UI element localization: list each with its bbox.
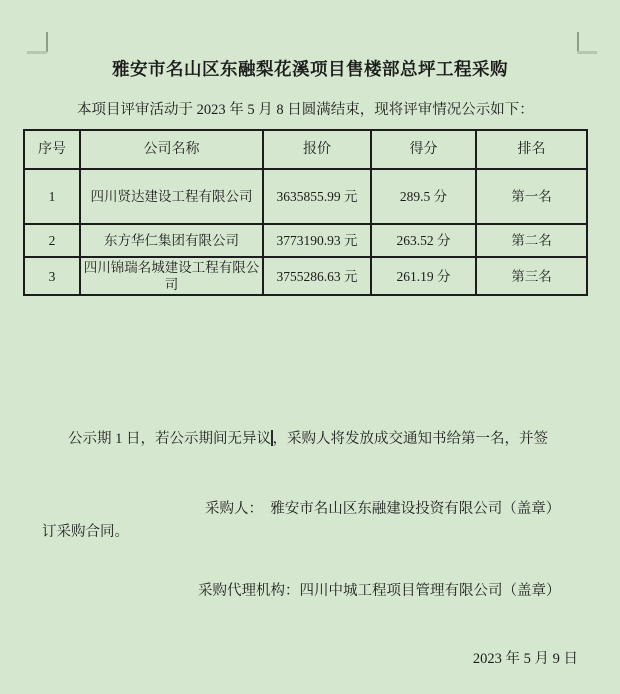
cell-quote[interactable]: 3773190.93 元 bbox=[263, 224, 371, 257]
cell-score[interactable]: 263.52 分 bbox=[371, 224, 476, 257]
header-score[interactable]: 得分 bbox=[371, 130, 476, 169]
cell-rank[interactable]: 第三名 bbox=[476, 257, 587, 295]
corner-mark-vertical bbox=[46, 32, 48, 52]
header-rank[interactable]: 排名 bbox=[476, 130, 587, 169]
document-title: 雅安市名山区东融梨花溪项目售楼部总坪工程采购 bbox=[112, 59, 508, 79]
notice-text-after-caret: ，采购人将发放成交通知书给第一名，并签 bbox=[272, 431, 548, 447]
cell-score[interactable]: 289.5 分 bbox=[371, 169, 476, 224]
evaluation-results-table bbox=[23, 129, 588, 296]
notice-paragraph[interactable] bbox=[42, 362, 590, 610]
header-serial-number[interactable]: 序号 bbox=[24, 130, 80, 169]
table-header-row bbox=[24, 130, 587, 169]
cell-company-name[interactable]: 四川锦瑞名城建设工程有限公司 bbox=[80, 257, 263, 295]
header-company-name[interactable]: 公司名称 bbox=[80, 130, 263, 169]
corner-mark-horizontal bbox=[577, 51, 597, 54]
cell-quote[interactable]: 3635855.99 元 bbox=[263, 169, 371, 224]
notice-line-2[interactable]: 订采购合同。 bbox=[42, 524, 129, 540]
cell-serial-number[interactable]: 1 bbox=[24, 169, 80, 224]
cell-serial-number[interactable]: 2 bbox=[24, 224, 80, 257]
cell-rank[interactable]: 第二名 bbox=[476, 224, 587, 257]
cell-company-name[interactable]: 四川贤达建设工程有限公司 bbox=[80, 169, 263, 224]
purchaser-signature-line[interactable]: 采购人： 雅安市名山区东融建设投资有限公司（盖章） bbox=[205, 501, 561, 517]
notice-text-before-caret: 公示期 1 日，若公示期间无异议 bbox=[68, 431, 271, 447]
cell-company-name[interactable]: 东方华仁集团有限公司 bbox=[80, 224, 263, 257]
table-row bbox=[24, 257, 587, 295]
corner-mark-vertical bbox=[577, 32, 579, 52]
table-row bbox=[24, 224, 587, 257]
document-date[interactable]: 2023 年 5 月 9 日 bbox=[472, 651, 578, 667]
notice-line-1[interactable] bbox=[42, 424, 590, 455]
corner-mark-horizontal bbox=[27, 51, 47, 54]
intro-paragraph[interactable]: 本项目评审活动于 2023 年 5 月 8 日圆满结束，现将评审情况公示如下： bbox=[77, 102, 534, 118]
cell-quote[interactable]: 3755286.63 元 bbox=[263, 257, 371, 295]
table-row bbox=[24, 169, 587, 224]
header-quote[interactable]: 报价 bbox=[263, 130, 371, 169]
cell-rank[interactable]: 第一名 bbox=[476, 169, 587, 224]
agency-signature-line[interactable]: 采购代理机构：四川中城工程项目管理有限公司（盖章） bbox=[198, 583, 561, 599]
cell-serial-number[interactable]: 3 bbox=[24, 257, 80, 295]
cell-score[interactable]: 261.19 分 bbox=[371, 257, 476, 295]
